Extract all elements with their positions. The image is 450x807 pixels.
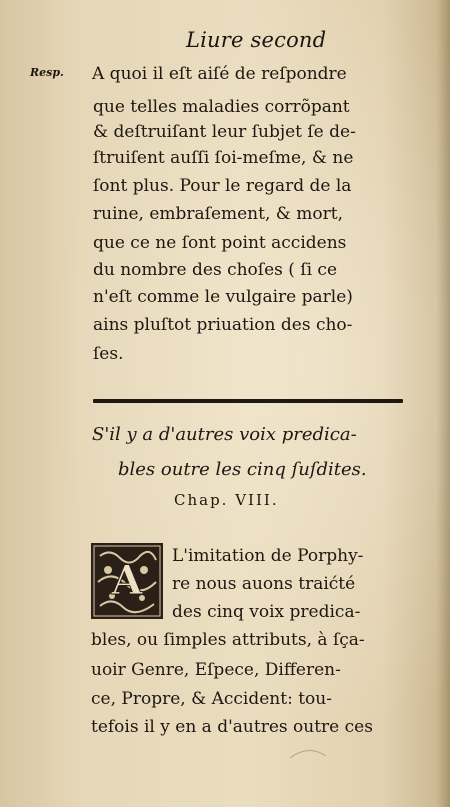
running-header: Liure second [186, 28, 327, 52]
text-line: ruine, embraſement, & mort, [93, 204, 344, 224]
text-line: ſes. [93, 344, 124, 364]
text-line: & deſtruiſant leur ſubjet ſe de- [93, 122, 356, 142]
svg-text:A: A [111, 557, 143, 604]
text-line: des cinq voix predica- [172, 602, 361, 622]
text-line: A quoi il eſt aiſé de reſpondre [92, 64, 347, 84]
text-line: que ce ne ſont point accidens [93, 233, 347, 253]
text-line: tefois il y en a d'autres outre ces [91, 717, 373, 737]
page-mark-icon [288, 742, 328, 762]
text-line: n'eſt comme le vulgaire parle) [93, 287, 353, 307]
chapter-number: Chap. VIII. [174, 491, 279, 509]
text-line: re nous auons traićté [172, 574, 356, 594]
text-line: que telles maladies corrõpant [93, 97, 350, 117]
text-line: uoir Genre, Eſpece, Differen- [91, 660, 341, 680]
text-line: ce, Propre, & Accident: tou- [91, 689, 332, 709]
chapter-title-line-2: bles outre les cinq ſuſdites. [118, 459, 367, 480]
dropcap-ornament-icon [90, 542, 164, 620]
margin-note: Resp. [30, 66, 64, 79]
text-line: ſtruiſent auſſi ſoi-meſme, & ne [93, 148, 354, 168]
text-line: ains pluſtot priuation des cho- [93, 315, 353, 335]
ornamental-dropcap [90, 542, 164, 620]
text-line: L'imitation de Porphy- [172, 546, 364, 566]
chapter-title-line-1: S'il y a d'autres voix predica- [92, 424, 357, 445]
section-rule [93, 399, 403, 403]
text-line: ſont plus. Pour le regard de la [93, 176, 352, 196]
text-line: du nombre des choſes ( ſi ce [93, 260, 338, 280]
gutter-shadow [436, 0, 450, 807]
text-line: bles, ou ſimples attributs, à ſça- [91, 630, 365, 650]
